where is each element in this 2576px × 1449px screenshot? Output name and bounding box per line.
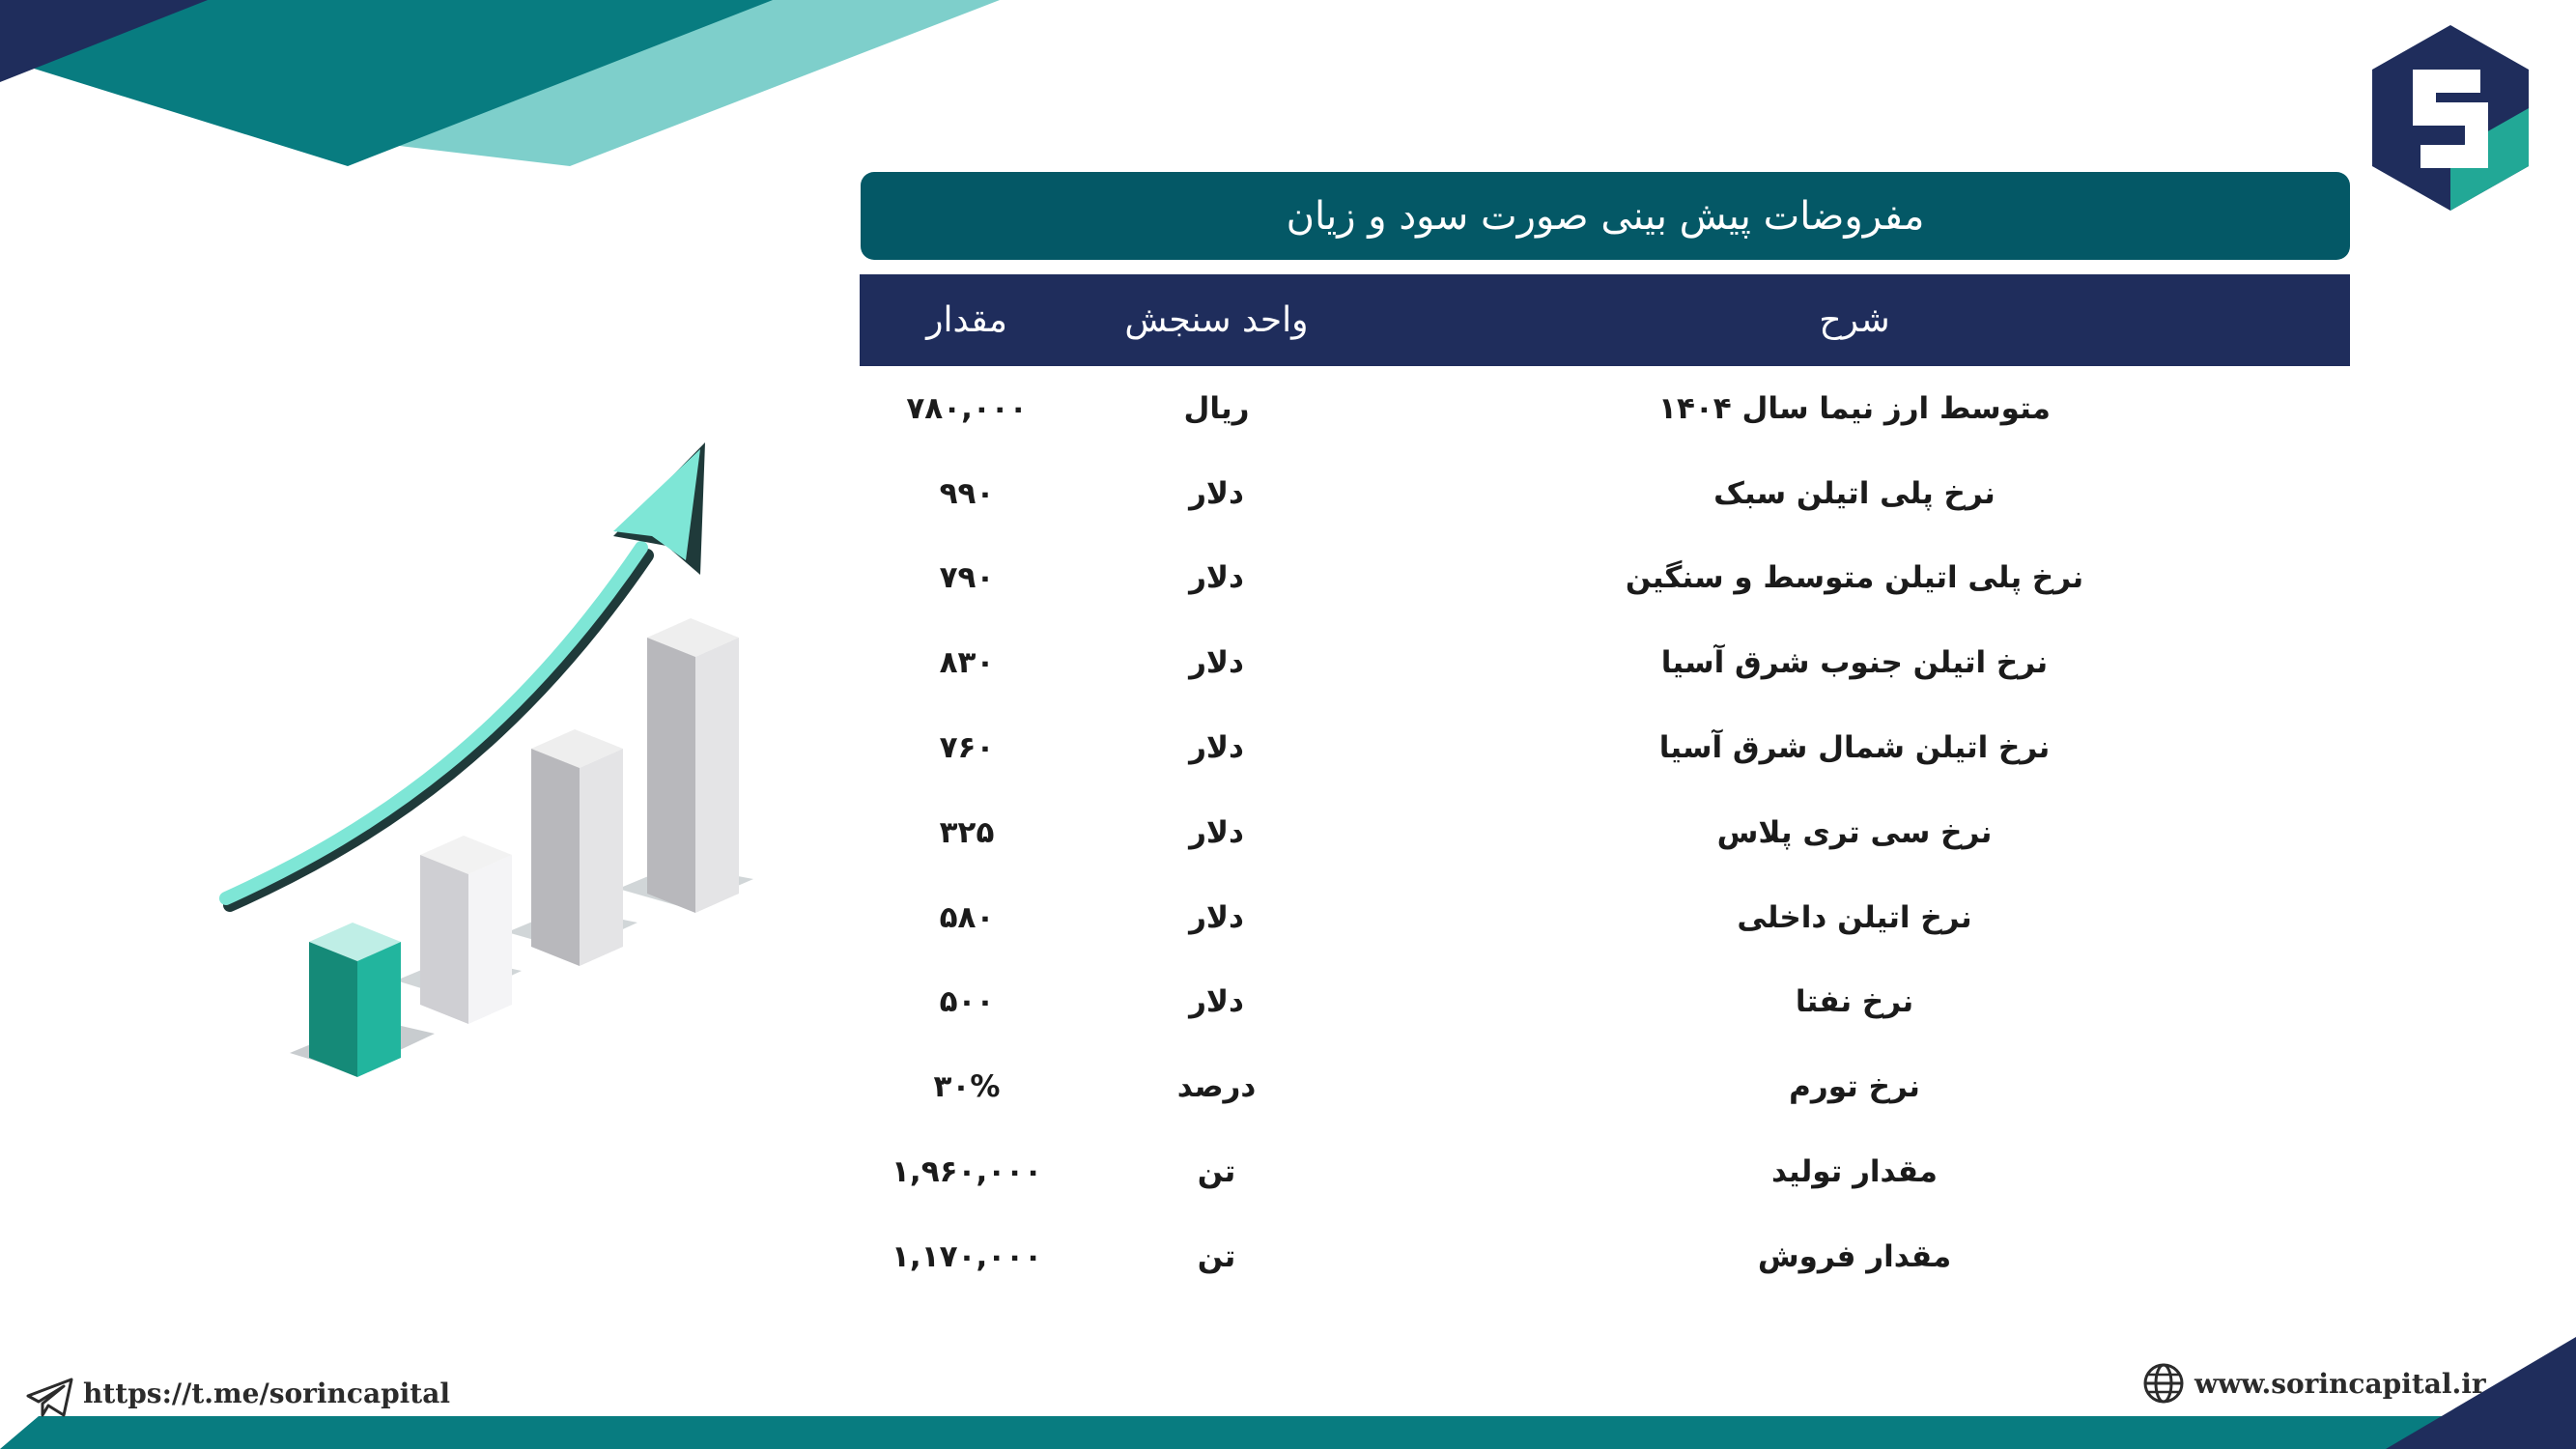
row-unit: دلار [1189, 814, 1244, 850]
row-description: مقدار تولید [1771, 1154, 1938, 1190]
row-description: نرخ اتیلن شمال شرق آسیا [1658, 730, 2051, 766]
row-unit: دلار [1189, 475, 1244, 511]
row-description: نرخ پلی اتیلن متوسط و سنگین [1625, 560, 2084, 596]
row-value: ۹۹۰ [939, 475, 995, 511]
row-unit: تن [1197, 1238, 1236, 1274]
table-row [860, 536, 2350, 621]
row-value: ۱,۹۶۰,۰۰۰ [892, 1154, 1042, 1190]
header-description: شرح [1819, 300, 1890, 340]
table-row [860, 620, 2350, 705]
table-row [860, 705, 2350, 790]
row-description: مقدار فروش [1757, 1238, 1952, 1274]
table-row [860, 1044, 2350, 1129]
row-description: نرخ پلی اتیلن سبک [1713, 475, 1996, 511]
row-value: ۳۰% [933, 1069, 1001, 1105]
website-link[interactable]: www.sorincapital.ir [2194, 1368, 2486, 1400]
table-row [860, 790, 2350, 875]
row-description: نرخ سی تری پلاس [1716, 814, 1993, 850]
page-title: مفروضات پیش بینی صورت سود و زیان [861, 172, 2350, 260]
row-description: نرخ اتیلن داخلی [1737, 899, 1972, 935]
row-unit: دلار [1189, 730, 1244, 766]
row-unit: دلار [1189, 984, 1244, 1020]
table-row [860, 451, 2350, 536]
header-unit: واحد سنجش [1124, 300, 1309, 340]
table-row [860, 875, 2350, 960]
row-value: ۸۳۰ [939, 645, 995, 681]
growth-chart-illustration [212, 430, 773, 1096]
row-value: ۵۰۰ [939, 984, 995, 1020]
row-unit: دلار [1189, 899, 1244, 935]
row-unit: تن [1197, 1154, 1236, 1190]
row-value: ۷۸۰,۰۰۰ [906, 390, 1028, 426]
row-value: ۷۶۰ [939, 730, 995, 766]
row-value: ۷۹۰ [939, 560, 995, 596]
table-body [860, 366, 2350, 1299]
row-description: نرخ تورم [1789, 1069, 1920, 1105]
table-header [860, 274, 2350, 366]
row-value: ۵۸۰ [939, 899, 995, 935]
table-row [860, 1214, 2350, 1299]
row-description: نرخ اتیلن جنوب شرق آسیا [1660, 645, 2049, 681]
telegram-link[interactable]: https://t.me/sorincapital [83, 1378, 451, 1409]
row-unit: درصد [1176, 1069, 1257, 1105]
row-unit: ریال [1183, 390, 1250, 426]
row-unit: دلار [1189, 560, 1244, 596]
row-description: متوسط ارز نیما سال ۱۴۰۴ [1658, 390, 2051, 426]
sorin-capital-logo [2364, 21, 2536, 214]
header-value: مقدار [926, 300, 1007, 340]
row-unit: دلار [1189, 645, 1244, 681]
table-row [860, 366, 2350, 451]
telegram-icon [25, 1377, 75, 1419]
row-description: نرخ نفتا [1795, 984, 1914, 1020]
row-value: ۳۲۵ [939, 814, 995, 850]
top-left-decoration [0, 0, 1005, 174]
assumptions-table [860, 274, 2350, 1299]
row-value: ۱,۱۷۰,۰۰۰ [892, 1238, 1042, 1274]
table-row [860, 960, 2350, 1045]
globe-icon [2142, 1362, 2185, 1405]
table-row [860, 1129, 2350, 1214]
